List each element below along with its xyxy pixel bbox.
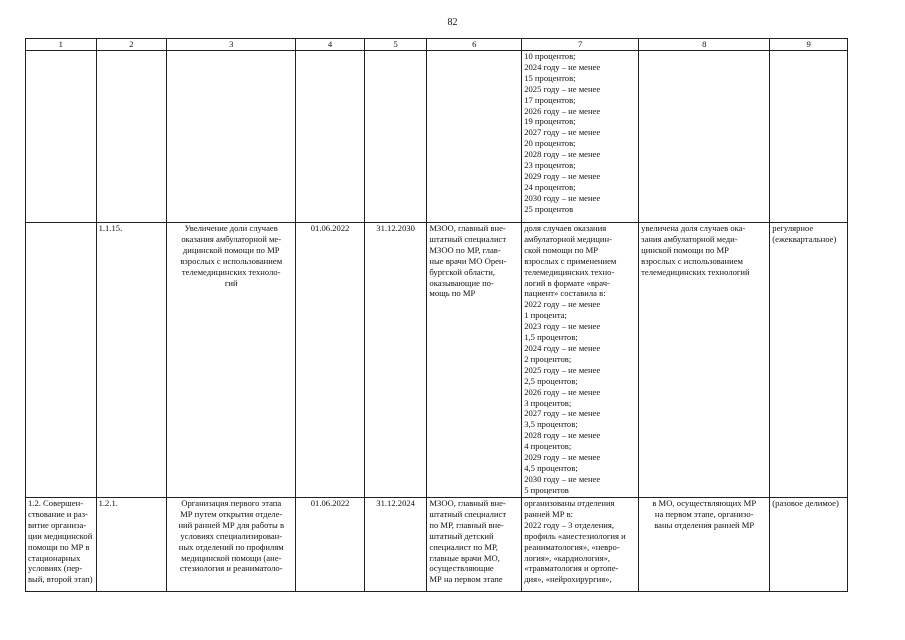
text-line: мощь по МР xyxy=(429,288,476,299)
text-line: 2026 году – не менее xyxy=(524,386,601,397)
column-header: 9 xyxy=(770,39,848,51)
column-header: 5 xyxy=(364,39,427,51)
text-line: ные врачи МО Орен- xyxy=(429,255,507,266)
text-line: 24 процентов; xyxy=(524,181,576,192)
text-line: ции медицинской xyxy=(28,530,93,541)
cell-responsible xyxy=(427,51,522,223)
column-header: 1 xyxy=(26,39,97,51)
text-line: оказания амбулаторной ме- xyxy=(181,233,282,244)
cell-result xyxy=(639,498,770,592)
text-line: телемедицинских технологий xyxy=(641,266,750,277)
text-line: (разовое делимое) xyxy=(772,498,839,508)
text-line: МЗОО, главный вне- xyxy=(429,223,506,233)
text-line: 20 процентов; xyxy=(524,138,576,149)
text-line: 23 процентов; xyxy=(524,160,576,171)
text-line: «травматология и ортопе- xyxy=(524,563,619,574)
text-line: стезиология и реаниматоло- xyxy=(179,563,283,574)
column-header: 7 xyxy=(522,39,639,51)
text-line: условиях (пер- xyxy=(28,563,83,574)
cell-frequency xyxy=(770,223,848,498)
text-line: 2027 году – не менее xyxy=(524,127,601,138)
text-line: логий в формате «врач- xyxy=(524,277,610,288)
cell-end-date: 31.12.2024 xyxy=(364,498,427,592)
text-line: 2024 году – не менее xyxy=(524,342,601,353)
cell-measure xyxy=(167,498,296,592)
text-line: (ежеквартальное) xyxy=(772,233,837,244)
table-row xyxy=(26,498,848,592)
text-line: 2022 году – 3 отделения, xyxy=(524,519,615,530)
text-line: 2027 году – не менее xyxy=(524,408,601,419)
text-line: дия», «нейрохирургия», xyxy=(524,574,612,585)
text-line: 5 процентов xyxy=(524,484,569,495)
text-line: 2026 году – не менее xyxy=(524,105,601,116)
text-line: условиях специализирован- xyxy=(180,530,283,541)
text-line: ской помощи по МР xyxy=(524,244,599,255)
text-line: 2025 году – не менее xyxy=(524,364,601,375)
text-line: 10 процентов; xyxy=(524,51,576,61)
text-line: взрослых с использованием xyxy=(641,255,743,266)
column-header: 4 xyxy=(296,39,365,51)
cell-result xyxy=(639,223,770,498)
text-line: 2029 году – не менее xyxy=(524,452,601,463)
text-line: помощи по МР в xyxy=(28,541,90,552)
text-line: цинской помощи по МР xyxy=(641,244,729,255)
text-line: 2023 году – не менее xyxy=(524,321,601,332)
cell-responsible xyxy=(427,498,522,592)
text-line: штатный детский xyxy=(429,530,494,541)
text-line: ранней МР в: xyxy=(524,508,574,519)
text-line: дицинской помощи по МР xyxy=(182,244,280,255)
text-line: Организация первого этапа xyxy=(181,498,282,508)
text-line: стационарных xyxy=(28,552,81,563)
text-line: ваны отделения ранней МР xyxy=(654,519,755,530)
cell-measure xyxy=(167,223,296,498)
text-line: штатный специалист xyxy=(429,233,507,244)
text-line: 19 процентов; xyxy=(524,116,576,127)
text-line: МР путем открытия отделе- xyxy=(180,508,283,519)
cell-section xyxy=(26,498,97,592)
text-line: телемедицинских техно- xyxy=(524,266,615,277)
text-line: специалист по МР, xyxy=(429,541,498,552)
text-line: 2028 году – не менее xyxy=(524,149,601,160)
text-line: 1 процента; xyxy=(524,310,567,321)
text-line: зания амбулаторной меди- xyxy=(641,233,738,244)
text-line: 2028 году – не менее xyxy=(524,430,601,441)
table-row xyxy=(26,51,848,223)
cell-frequency xyxy=(770,51,848,223)
text-line: логия», «кардиология», xyxy=(524,552,611,563)
table-row xyxy=(26,223,848,498)
cell-responsible xyxy=(427,223,522,498)
text-line: по МР, главный вне- xyxy=(429,519,504,530)
text-line: Увеличение доли случаев xyxy=(184,223,278,233)
text-line: МЗОО, главный вне- xyxy=(429,498,506,508)
text-line: 2 процентов; xyxy=(524,353,572,364)
text-line: профиль «анестезиология и xyxy=(524,530,626,541)
text-line: ний ранней МР для работы в xyxy=(178,519,285,530)
text-line: витие организа- xyxy=(28,519,87,530)
cell-start-date: 01.06.2022 xyxy=(296,223,365,498)
text-line: ствование и раз- xyxy=(28,508,88,519)
text-line: регулярное xyxy=(772,223,814,233)
text-line: 4 процентов; xyxy=(524,441,572,452)
cell-section xyxy=(26,223,97,498)
text-line: вый, второй этап) xyxy=(28,574,93,585)
cell-end-date xyxy=(364,51,427,223)
text-line: 2030 году – не менее xyxy=(524,192,601,203)
column-header: 8 xyxy=(639,39,770,51)
cell-frequency xyxy=(770,498,848,592)
cell-indicator xyxy=(522,498,639,592)
text-line: гий xyxy=(224,277,238,288)
column-header: 2 xyxy=(96,39,167,51)
text-line: реаниматология», «невро- xyxy=(524,541,620,552)
plan-table xyxy=(25,38,848,592)
text-line: пациент» составила в: xyxy=(524,288,606,299)
text-line: МР на первом этапе xyxy=(429,574,503,585)
text-line: на первом этапе, организо- xyxy=(654,508,754,519)
text-line: 2030 году – не менее xyxy=(524,473,601,484)
cell-indicator xyxy=(522,223,639,498)
cell-end-date: 31.12.2030 xyxy=(364,223,427,498)
cell-start-date: 01.06.2022 xyxy=(296,498,365,592)
cell-measure xyxy=(167,51,296,223)
page-number: 82 xyxy=(447,17,458,28)
header-row xyxy=(26,39,848,51)
text-line: МЗОО по МР, глав- xyxy=(429,244,501,255)
text-line: ных отделений по профилям xyxy=(178,541,284,552)
text-line: взрослых с использованием xyxy=(180,255,283,266)
text-line: осуществляющие xyxy=(429,563,494,574)
text-line: 2022 году – не менее xyxy=(524,299,601,310)
text-line: 1.2. Совершен- xyxy=(28,498,84,508)
text-line: телемедицинских техноло- xyxy=(181,266,281,277)
text-line: доля случаев оказания xyxy=(524,223,607,233)
text-line: организованы отделения xyxy=(524,498,615,508)
text-line: в МО, осуществляющих МР xyxy=(652,498,757,508)
text-line: амбулаторной медицин- xyxy=(524,233,612,244)
text-line: 4,5 процентов; xyxy=(524,462,578,473)
text-line: главные врачи МО, xyxy=(429,552,500,563)
text-line: 17 процентов; xyxy=(524,94,576,105)
cell-result xyxy=(639,51,770,223)
text-line: медицинской помощи (ане- xyxy=(181,552,282,563)
text-line: 2029 году – не менее xyxy=(524,170,601,181)
text-line: 2025 году – не менее xyxy=(524,83,601,94)
cell-indicator xyxy=(522,51,639,223)
column-header: 3 xyxy=(167,39,296,51)
text-line: 3,5 процентов; xyxy=(524,419,578,430)
cell-number: 1.1.15. xyxy=(96,223,167,498)
text-line: 2024 году – не менее xyxy=(524,61,601,72)
cell-number: 1.2.1. xyxy=(96,498,167,592)
text-line: 2,5 процентов; xyxy=(524,375,578,386)
text-line: 25 процентов xyxy=(524,203,574,214)
cell-section xyxy=(26,51,97,223)
cell-start-date xyxy=(296,51,365,223)
text-line: 15 процентов; xyxy=(524,72,576,83)
text-line: бургской области, xyxy=(429,266,496,277)
cell-number xyxy=(96,51,167,223)
text-line: 3 процентов; xyxy=(524,397,572,408)
text-line: увеличена доля случаев ока- xyxy=(641,223,746,233)
text-line: штатный специалист xyxy=(429,508,507,519)
text-line: оказывающие по- xyxy=(429,277,494,288)
text-line: 1,5 процентов; xyxy=(524,332,578,343)
column-header: 6 xyxy=(427,39,522,51)
text-line: взрослых с применением xyxy=(524,255,617,266)
